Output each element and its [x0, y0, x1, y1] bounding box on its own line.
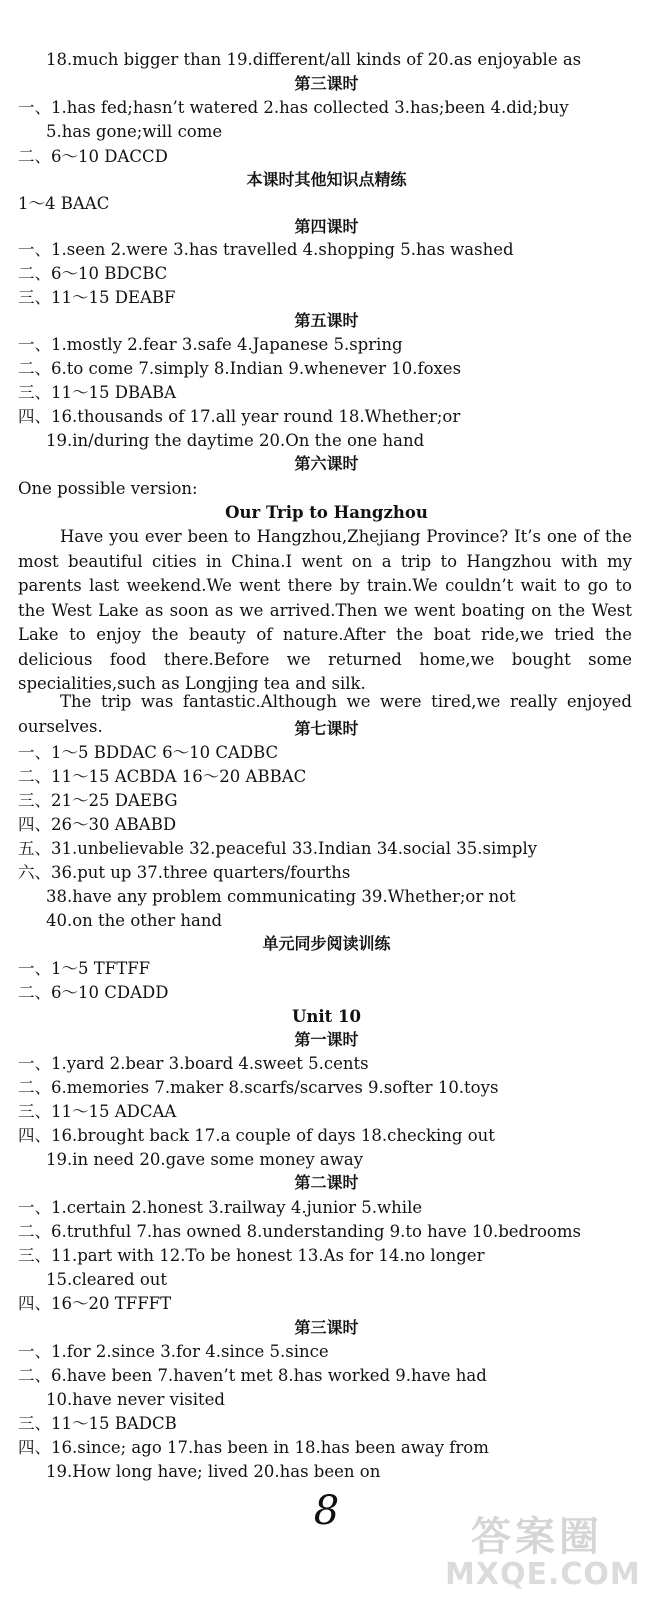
section-heading: 第六课时: [294, 454, 359, 473]
answer-line: 19.How long have; lived 20.has been on: [46, 1462, 381, 1481]
section-heading: 第三课时: [294, 74, 359, 93]
answer-line: 一、1.certain 2.honest 3.railway 4.junior 5.while: [18, 1198, 423, 1217]
page-number: 8: [313, 1488, 340, 1534]
answer-line: 二、6.to come 7.simply 8.Indian 9.whenever 10.foxes: [18, 359, 462, 378]
answer-line: 四、16.thousands of 17.all year round 18.Whether;or: [18, 407, 461, 426]
answer-line: 四、16.since; ago 17.has been in 18.has been away from: [18, 1438, 489, 1457]
section-heading: 第四课时: [294, 217, 359, 236]
section-heading: 第一课时: [294, 1030, 359, 1049]
answer-line: 六、36.put up 37.three quarters/fourths: [18, 863, 351, 882]
answer-line: 一、1.mostly 2.fear 3.safe 4.Japanese 5.spring: [18, 335, 403, 354]
watermark-logo-text: 答案圈: [471, 1514, 603, 1560]
answer-line: 二、6～10 CDADD: [18, 983, 169, 1002]
answer-line: 一、1.has fed;hasn’t watered 2.has collected 3.has;been 4.did;buy: [18, 98, 569, 117]
answer-line: 二、6～10 BDCBC: [18, 264, 168, 283]
answer-line: 三、11.part with 12.To be honest 13.As for 14.no longer: [18, 1246, 485, 1265]
answer-line: One possible version:: [18, 479, 198, 498]
section-heading: 第二课时: [294, 1173, 359, 1192]
answer-line: 四、26～30 ABABD: [18, 815, 177, 834]
answer-line: 18.much bigger than 19.different/all kinds of 20.as enjoyable as: [46, 50, 582, 69]
answer-line: 一、1.for 2.since 3.for 4.since 5.since: [18, 1342, 329, 1361]
essay-paragraph-2: The trip was fantastic.Although we were tired,we really enjoyed ourselves.: [18, 692, 632, 736]
watermark-url: MXQE.COM: [445, 1557, 641, 1592]
answer-line: 三、11～15 ADCAA: [18, 1102, 177, 1121]
section-heading: 单元同步阅读训练: [262, 934, 391, 953]
watermark-logo: [445, 1505, 645, 1593]
answer-line: 10.have never visited: [46, 1390, 225, 1409]
section-heading: 第三课时: [294, 1318, 359, 1337]
answer-line: 三、21～25 DAEBG: [18, 791, 178, 810]
section-heading: 第五课时: [294, 311, 359, 330]
answer-line: 二、6.truthful 7.has owned 8.understanding 9.to have 10.bedrooms: [18, 1222, 581, 1241]
answer-line: 二、11～15 ACBDA 16～20 ABBAC: [18, 767, 307, 786]
essay-paragraph-1: Have you ever been to Hangzhou,Zhejiang Province? It’s one of the most beautiful cities in China.I went on a trip to Hangzhou with my parents last weekend.We went there by train.We couldn’t wait to go to the West Lake as soon as we arrived.Then we went boating on the West Lake to enjoy the beauty of nature.After the boat ride,we tried the delicious food there.Before we returned home,we bought some specialities,such as Longjing tea and silk.: [18, 527, 632, 693]
answer-line: 19.in/during the daytime 20.On the one hand: [46, 431, 425, 450]
section-heading: Unit 10: [292, 1007, 361, 1026]
answer-line: 四、16～20 TFFFT: [18, 1294, 172, 1313]
answer-line: 一、1～5 BDDAC 6～10 CADBC: [18, 743, 279, 762]
answer-line: 一、1～5 TFTFF: [18, 959, 151, 978]
answer-line: 一、1.seen 2.were 3.has travelled 4.shopping 5.has washed: [18, 240, 514, 259]
answer-line: 三、11～15 DEABF: [18, 288, 176, 307]
answer-line: 19.in need 20.gave some money away: [46, 1150, 364, 1169]
section-heading: 第七课时: [294, 719, 359, 738]
answer-line: 一、1.yard 2.bear 3.board 4.sweet 5.cents: [18, 1054, 369, 1073]
answer-line: 二、6.memories 7.maker 8.scarfs/scarves 9.softer 10.toys: [18, 1078, 499, 1097]
answer-line: 三、11～15 BADCB: [18, 1414, 177, 1433]
answer-line: 1～4 BAAC: [18, 194, 110, 213]
answer-line: 四、16.brought back 17.a couple of days 18.checking out: [18, 1126, 495, 1145]
answer-line: 38.have any problem communicating 39.Whether;or not: [46, 887, 516, 906]
section-heading: 本课时其他知识点精练: [246, 170, 407, 189]
answer-line: 15.cleared out: [46, 1270, 168, 1289]
answer-line: 二、6.have been 7.haven’t met 8.has worked 9.have had: [18, 1366, 487, 1385]
answer-line: 三、11～15 DBABA: [18, 383, 177, 402]
section-heading: Our Trip to Hangzhou: [225, 503, 428, 522]
answer-line: 40.on the other hand: [46, 911, 223, 930]
answer-line: 5.has gone;will come: [46, 122, 223, 141]
answer-line: 五、31.unbelievable 32.peaceful 33.Indian 34.social 35.simply: [18, 839, 538, 858]
answer-line: 二、6～10 DACCD: [18, 147, 168, 166]
